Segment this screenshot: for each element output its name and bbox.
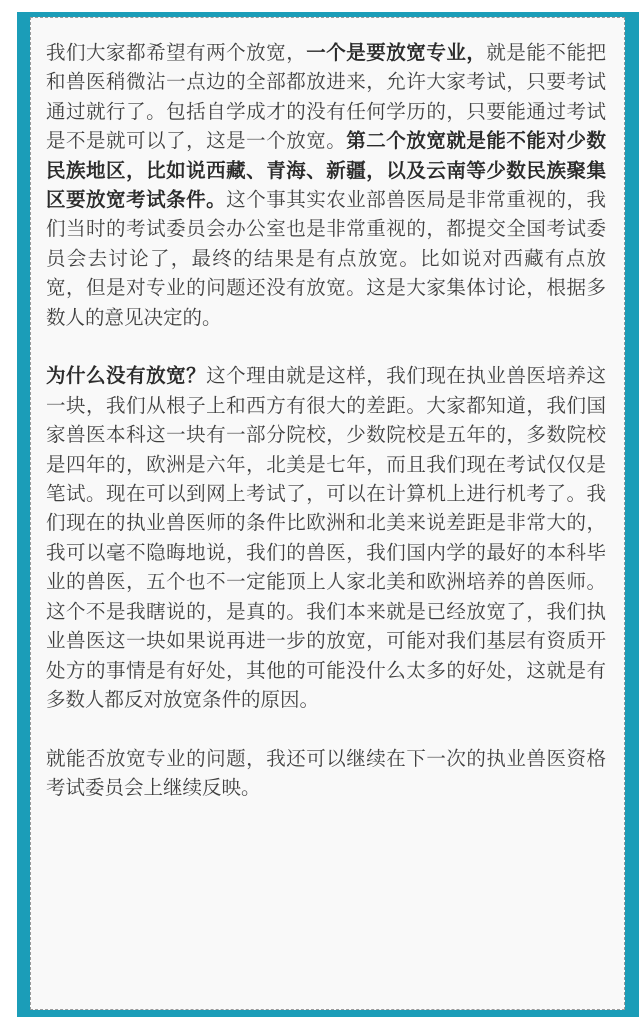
- paragraph-1: [46, 38, 606, 332]
- text-segment: 这个理由就是这样，我们现在执业兽医培养这一块，我们从根子上和西方有很大的差距。大家都知道，我们国家兽医本科这一块有一部分院校，少数院校是五年的，多数院校是四年的，欧洲是六年，北美是七年，而且我们现在考试仅仅是笔试。现在可以到网上考试了，可以在计算机上进行机考了。我们现在的执业兽医师的条件比欧洲和北美来说差距是非常大的，我可以毫不隐晦地说，我们的兽医，我们国内学的最好的本科毕业的兽医，五个也不一定能顶上人家北美和欧洲培养的兽医师。这个不是我瞎说的，是真的。我们本来就是已经放宽了，我们执业兽医这一块如果说再进一步的放宽，可能对我们基层有资质开处方的事情是有好处，其他的可能没什么太多的好处，这就是有多数人都反对放宽条件的原因。: [46, 364, 606, 711]
- paragraph-2: [46, 361, 606, 714]
- paragraph-3: [46, 744, 606, 803]
- text-segment: 这个事其实农业部兽医局是非常重视的，我们当时的考试委员会办公室也是非常重视的，都提交全国考试委员会去讨论了，最终的结果是有点放宽。比如说对西藏有点放宽，但是对专业的问题还没有放宽。这是大家集体讨论，根据多数人的意见决定的。: [46, 188, 606, 329]
- bold-segment: 第二个放宽就是能不能对少数民族地区，比如说西藏、青海、新疆，以及云南等少数民族聚集区要放宽考试条件。: [46, 129, 606, 212]
- article-body: [46, 38, 606, 803]
- text-segment: 我们大家都希望有两个放宽，: [46, 41, 307, 64]
- text-segment: 就能否放宽专业的问题，我还可以继续在下一次的执业兽医资格考试委员会上继续反映。: [46, 746, 606, 800]
- text-segment: 就是能不能把和兽医稍微沾一点边的全部都放进来，允许大家考试，只要考试通过就行了。包括自学成才的没有任何学历的，只要能通过考试是不是就可以了，这是一个放宽。: [46, 41, 606, 153]
- bold-segment: 一个是要放宽专业，: [306, 41, 487, 64]
- bold-segment: 为什么没有放宽？: [46, 364, 207, 388]
